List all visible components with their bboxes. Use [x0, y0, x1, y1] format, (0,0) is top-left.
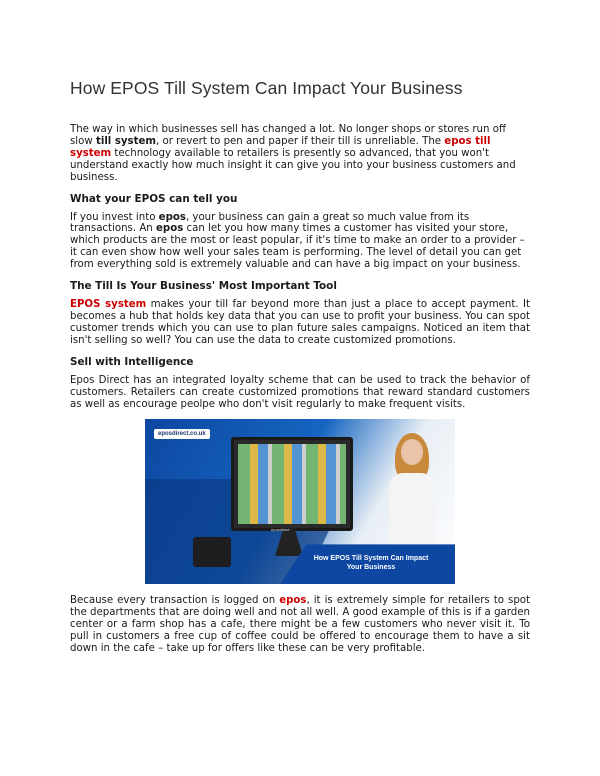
keyword-epos: epos	[156, 223, 184, 235]
caption-line-2: Your Business	[346, 564, 396, 572]
pos-screen	[238, 444, 346, 524]
section2-text-1: makes your till far beyond more than just a place to accept payment. It becomes a hub that holds key data that you can use to profit your business. You can spot customer trends which you can use to plan future sales campaigns. Noticed an item that isn't selling so well? You can use the data to create customized promotions.	[70, 299, 530, 346]
intro-text-3: technology available to retailers is presently so advanced, that you won't understand exactly how much insight it can give you into your business customers and business.	[70, 147, 516, 183]
banner-caption	[301, 554, 441, 572]
section1-paragraph	[70, 212, 530, 272]
section4-text-1: Because every transaction is logged on	[70, 595, 280, 607]
section1-text-1: If you invest into	[70, 211, 159, 223]
link-epos-system[interactable]: EPOS system	[70, 299, 147, 311]
caption-line-1: How EPOS Till System Can Impact	[313, 555, 429, 563]
article-body	[70, 124, 530, 664]
section1-text-2: , your business can gain a great so much value from its transactions. An	[70, 211, 470, 235]
stand-brand-label: eposdirect	[271, 527, 290, 533]
section3-paragraph: Epos Direct has an integrated loyalty scheme that can be used to track the behavior of customers. Retailers can create customized promotions that reward standard customers as well as encourage peolpe who don't visit regularly to make frequent visits.	[70, 374, 530, 410]
keyword-till-system: till system	[95, 135, 157, 147]
section4-text-2: , it is extremely simple for retailers to spot the departments that are doing well and not all well. A good example of this is if a garden center or a farm shop has a cafe, there might be a few customers who never visit it. To pull in customers a free cup of coffee could be offered to encourage them to have a sit down in the cafe – take up for offers like these can be very profitable.	[70, 595, 531, 655]
page-title: How EPOS Till System Can Impact Your Business	[70, 78, 463, 98]
section1-text-3: can let you how many times a customer has visited your store, which products are the most or least popular, if it's time to make an order to a provider – it can even show how well your sales team is performing. The level of detail you can get from everything sold is extremely valuable and can have a big impact on your business.	[70, 223, 525, 271]
intro-text-2: , or revert to pen and paper if their till is unreliable. The	[156, 135, 445, 147]
banner-container	[70, 419, 530, 584]
link-epos-till-system[interactable]: epos till system	[70, 135, 491, 159]
section-heading-till-tool: The Till Is Your Business' Most Important Tool	[70, 280, 337, 293]
section2-paragraph	[70, 299, 530, 347]
eposdirect-logo: eposdirect.co.uk	[154, 429, 210, 439]
intro-text-1: The way in which businesses sell has changed a lot. No longer shops or stores run off slow	[70, 124, 506, 147]
intro-paragraph	[70, 124, 530, 184]
section4-paragraph	[70, 595, 530, 655]
article-banner-image	[145, 419, 455, 584]
section-heading-what-epos: What your EPOS can tell you	[70, 192, 238, 205]
section-heading-sell-intelligence: Sell with Intelligence	[70, 355, 194, 368]
pos-monitor-icon	[231, 437, 353, 531]
receipt-printer-icon	[193, 537, 231, 567]
keyword-epos: epos	[158, 211, 186, 223]
link-epos[interactable]: epos	[279, 595, 307, 607]
